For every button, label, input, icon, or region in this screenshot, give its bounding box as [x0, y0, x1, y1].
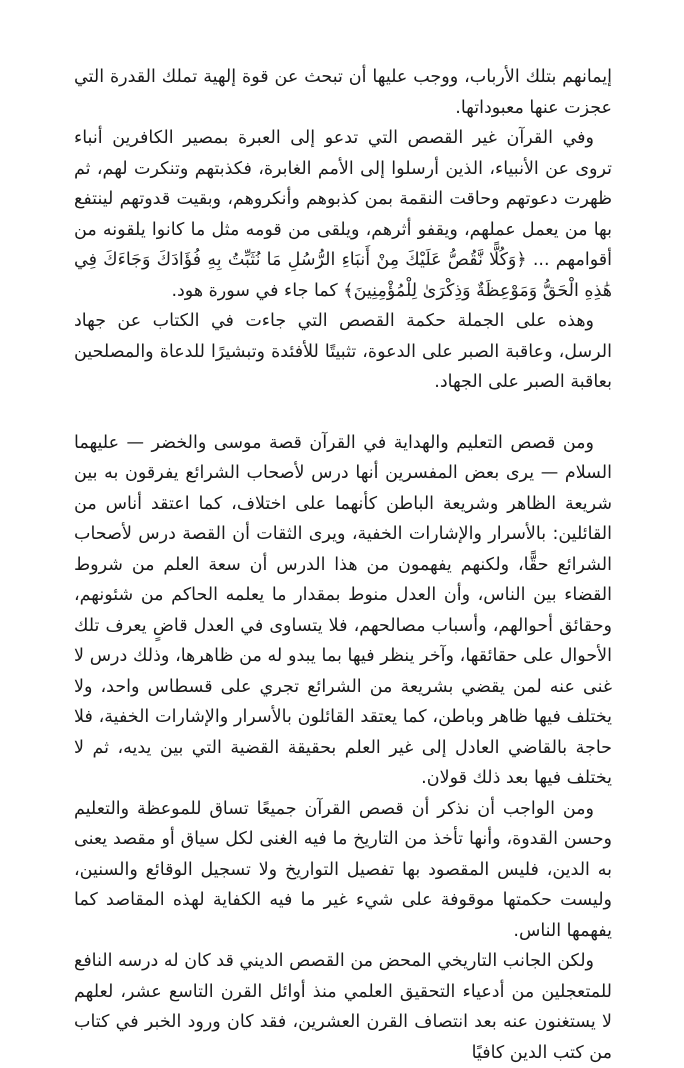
paragraph-moses-khidr: ومن قصص التعليم والهداية في القرآن قصة موسى والخضر — عليهما السلام — يرى بعض المفسرين أنها درس لأصحاب الشرائع يفرقون به بين شريعة الظاهر وشريعة الباطن كأنهما على اختلاف، كما اعتقد أناس من القائلين: بالأسرار والإشارات الخفية، ويرى الثقات أن القصة درس لأصحاب الشرائع حقًّا، ولكنهم يفهمون من هذا الدرس أن سعة العلم من شروط القضاء بين الناس، وأن العدل منوط بمقدار ما يعلمه الحاكم من شئونهم، وحقائق أحوالهم، وأسباب مصالحهم، فلا يتساوى في العدل قاضٍ يعرف تلك الأحوال على حقائقها، وآخر ينظر فيها بما يبدو له من ظاهرها، وذلك درس لا غنى عنه لمن يقضي بشريعة من الشرائع تجري على قسطاس واحد، ولا يختلف فيها ظاهر وباطن، كما يعتقد القائلون بالأسرار والإشارات الخفية، فلا حاجة بالقاضي العادل إلى غير العلم بحقيقة القضية التي بين يديه، ثم لا يختلف فيها بعد ذلك قولان. — [74, 432, 612, 788]
paragraph-historical-aspect: ولكن الجانب التاريخي المحض من القصص الديني قد كان له درسه النافع للمتعجلين من أدعياء التحقيق العلمي منذ أوائل القرن التاسع عشر، لعلهم لا يستغنون عنه بعد انتصاف القرن العشرين، فقد كان ورود الخبر في كتاب من كتب الدين كافيًا — [74, 951, 612, 1063]
paragraph-stories-purpose: ومن الواجب أن نذكر أن قصص القرآن جميعًا تساق للموعظة والتعليم وحسن القدوة، وأنها تأخذ من التاريخ ما فيه الغنى لكل سياق أو مقصد يعنى به الدين، فليس المقصود بها تفصيل التواريخ ولا تسجيل الوقائع والسنين، وليست حكمتها موقوفة على شيء غير ما فيه الكفاية لهذه المقاصد كما يفهمها الناس. — [74, 798, 612, 941]
paragraph-wisdom-summary: وهذه على الجملة حكمة القصص التي جاءت في الكتاب عن جهاد الرسل، وعاقبة الصبر على الدعوة، تثبيتًا للأفئدة وتبشيرًا للدعاة والمصلحين بعاقبة الصبر على الجهاد. — [74, 311, 612, 392]
paragraph-continuation: إيمانهم بتلك الأرباب، ووجب عليها أن تبحث عن قوة إلهية تملك القدرة التي عجزت عنها معبوداتها. — [74, 67, 612, 118]
paragraph-prophets-stories: وفي القرآن غير القصص التي تدعو إلى العبرة بمصير الكافرين أنباء تروى عن الأنبياء، الذين أرسلوا إلى الأمم الغابرة، فكذبتهم وتنكرت لهم، ثم ظهرت دعوتهم وحاقت النقمة بمن كذبوهم وأنكروهم، وبقيت قدوتهم لينتفع بها من يعمل عملهم، ويقفو أثرهم، ويلقى من قومه مثل ما كانوا يلقونه من أقوامهم ... ﴿وَكُلًّا نَّقُصُّ عَلَيْكَ مِنْ أَنبَاءِ الرُّسُلِ مَا نُثَبِّتُ بِهِ فُؤَادَكَ وَجَاءَكَ فِي هَٰذِهِ الْحَقُّ وَمَوْعِظَةٌ وَذِكْرَىٰ لِلْمُؤْمِنِينَ﴾ كما جاء في سورة هود. — [74, 128, 612, 301]
section-gap — [74, 398, 612, 428]
